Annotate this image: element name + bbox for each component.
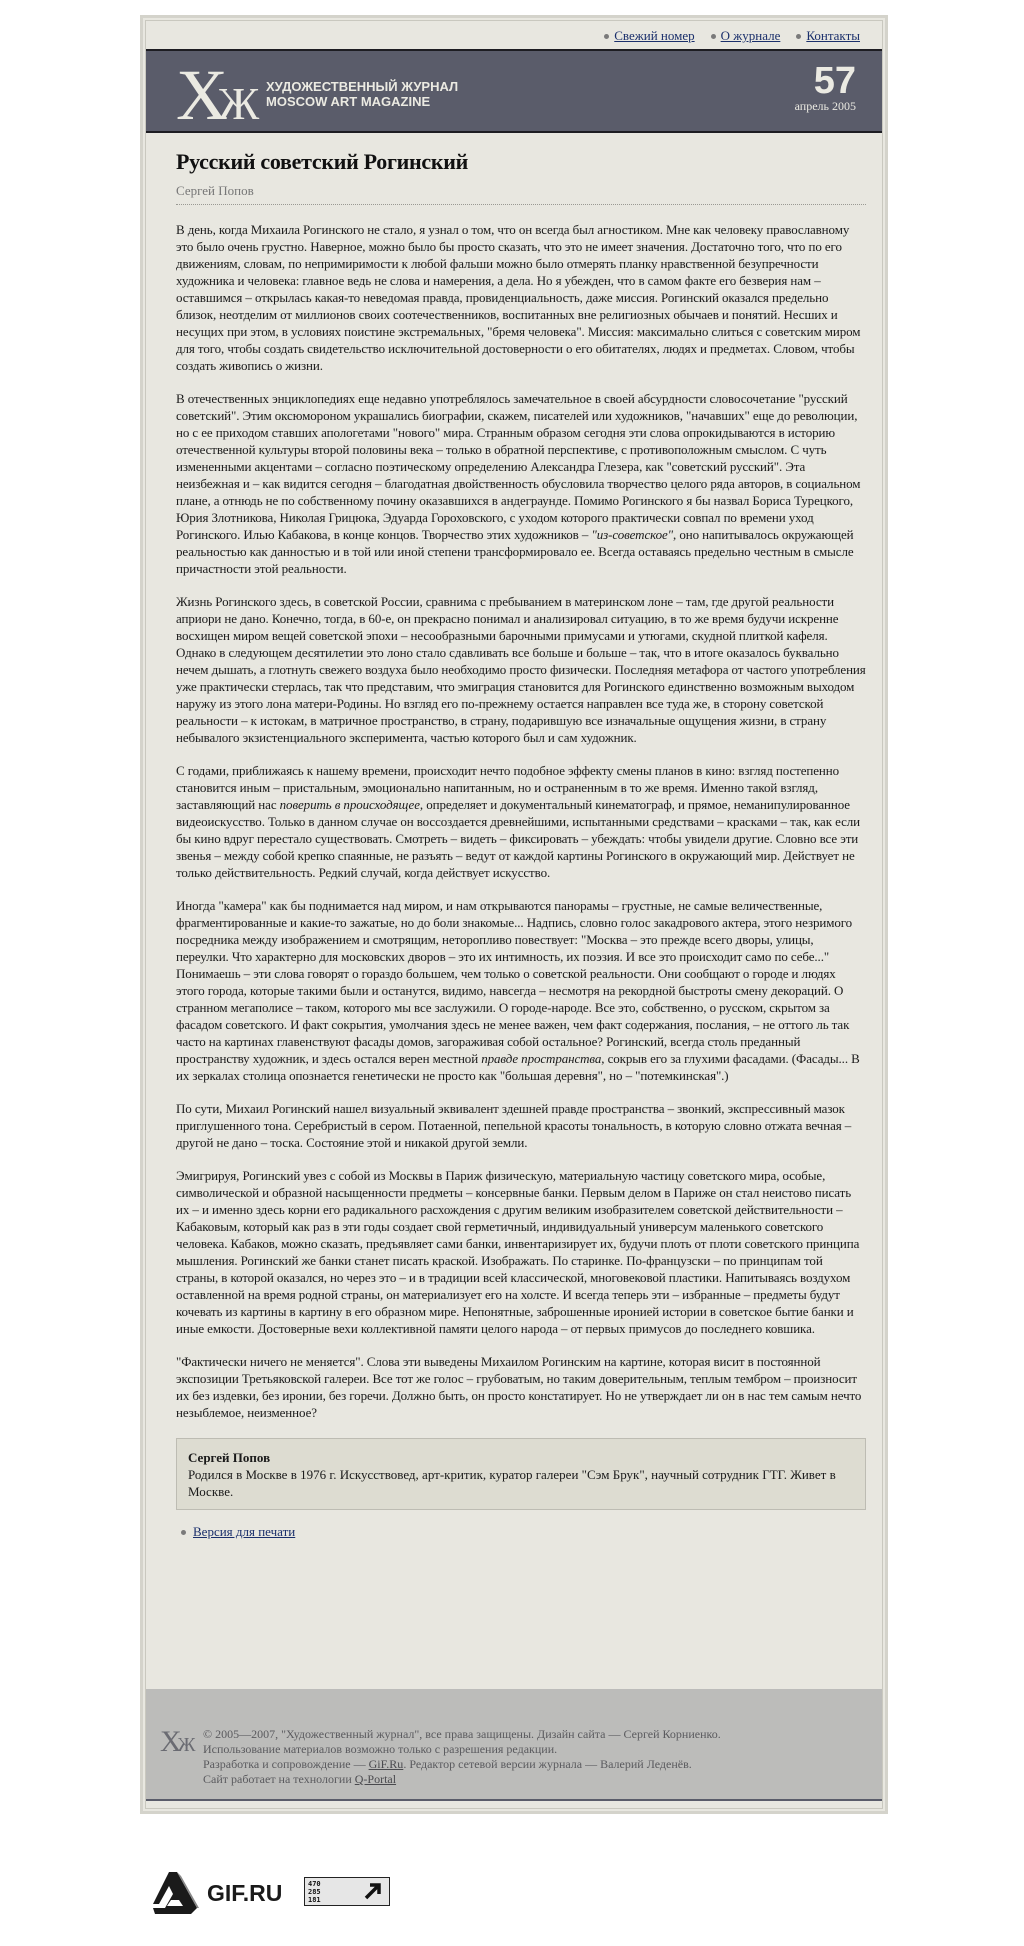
logo-title-ru: ХУДОЖЕСТВЕННЫЙ ЖУРНАЛ (266, 79, 459, 94)
nav-item-contacts[interactable] (796, 28, 860, 44)
article-paragraph: "Фактически ничего не меняется". Слова эти выведены Михаилом Рогинским на картине, которая висит в постоянной экспозиции Третьяковской галереи. Все тот же голос – грубоватым, но таким доверительным, теплым тембром – произносит их без издевки, без иронии, без горечи. Должно быть, он просто констатирует. Но не утверждает ли он в нас тем самым нечто незыблемое, неизменное? (176, 1354, 862, 1420)
footer-text (203, 1727, 721, 1787)
magazine-logo-text[interactable] (266, 79, 458, 109)
article-paragraph: Эмигрируя, Рогинский увез с собой из Москвы в Париж физическую, материальную частицу советского мира, особые, символической и образной насыщенности предметы – консервные банки. Первым делом в Париже он стал неистово писать их – и именно здесь корни его радикального расхождения с другим великим изобразителем советской действительности – Кабаковым, который как раз в эти годы создает свой герметичный, индивидуальный универсум маленького советского человека. Кабаков, можно сказать, предъявляет сами банки, инвентаризирует их, будучи плоть от плоти советского принципа мышления. Рогинский же банки станет писать краской. Изображать. По старинке. По-французски – по принципам той страны, в которой оказался, но через это – и в традиции всей классической, многовековой пластики. Напитываясь воздухом оставленной на время родной страны, он материализует его на холсте. И всегда теперь эти – избранные – предметы будут кочевать из картины в картину в его образном мире. Непонятные, заброшенные иронией истории в советское бытие банки и иные емкости. Достоверные вехи коллективной памяти целого народа – от первых примусов до последнего ковшика. (176, 1168, 860, 1336)
counter-values: 470 285 181 (308, 1880, 321, 1904)
article-title: Русский советский Рогинский (176, 149, 468, 174)
page-frame (140, 15, 888, 1814)
bullet-icon (604, 34, 609, 39)
article-body (176, 221, 866, 1421)
article-paragraph: Жизнь Рогинского здесь, в советской России, сравнима с пребыванием в материнском лоне – там, где другой реальности априори не дано. Конечно, тогда, в 60-е, он прекрасно понимал и анализировал ситуацию, в то же время будучи искренне восхищен миром вещей советской эпохи – несообразными барочными примусами и утюгами, скудной плиткой кафеля. Однако в следующем десятилетии это лоно стало сдавливать все больше и больше – так, что в итоге оказалось буквально нечем дышать, а глотнуть свежего воздуха было необходимо просто физически. Последняя метафора от частого употребления уже практически стерлась, так что представим, что эмиграция становится для Рогинского единственно возможным выходом наружу из этого лона матери-Родины. Но взгляд его по-прежнему остается направлен все туда же, в сторону советской реальности – к истокам, в матричное пространство, в страну, подарившую все изначальные ощущения жизни, в страну небывалого экзистенциального эксперимента, частью которого был и сам художник. (176, 594, 866, 745)
article-paragraph: В день, когда Михаила Рогинского не стало, я узнал о том, что он всегда был агностиком. Мне как человеку православному это было очень грустно. Наверное, можно было бы просто сказать, что это не имеет значения. Достаточно того, что по его движениям, словам, по непримиримости к любой фальши можно было отмерять планку нравственной безупречности художника и человека: главное ведь не слова и намерения, а дела. Но я убежден, что в самом факте его безверия нам – оставшимся – открылась какая-то неведомая правда, провиденциальность, даже миссия. Рогинский оказался предельно близок, неотделим от миллионов своих соотечественников, воспитанных вне религиозных обычаев и понятий. Несших и несущих при этом, в условиях поистине экстремальных, "бремя человека". Миссия: максимально слиться с советским миром для того, чтобы создать свидетельство исключительной достоверности о его обитателях, людях и предметах. Словом, чтобы создать живопись о жизни. (176, 222, 861, 373)
gifru-wordmark: GIF.RU (207, 1879, 283, 1906)
nav-item-latest-issue[interactable] (604, 28, 694, 44)
nav-link-latest-issue[interactable]: Свежий номер (614, 28, 695, 43)
masthead (146, 49, 882, 133)
article-paragraph: В отечественных энциклопедиях еще недавно употреблялось замечательное в своей абсурдности словосочетание "русский советский". Этим оксюмороном украшались биографии, скажем, писателей или художников, "начавших" еще до революции, но с ее приходом ставших апологетами "нового" мира. Странным образом сегодня эти слова опрокидываются в историю отечественной культуры второй половины века – только в обратной перспективе, с противоположным смыслом. С чуть измененными акцентами – согласно поэтическому определению Александра Глезера, как "советский русский". Эта неизбежная и – как видится сегодня – благодатная двойственность обусловила творчество целого ряда авторов, в социальном плане, а отнюдь не по собственному почину оказавшихся в андеграунде. Помимо Рогинского я бы назвал Бориса Турецкого, Юрия Злотникова, Николая Грицюка, Эдуарда Гороховского, с уходом которого практически совпал по времени уход Рогинского. Илью Кабакова, в конце концов. Творчество этих художников – "из-советское", оно напитывалось окружающей реальностью как данностью и в той или иной степени трансформировало ее. Всегда оставаясь предельно честным в смысле причастности этой реальности. (176, 391, 861, 576)
bio-author-name: Сергей Попов (188, 1450, 271, 1465)
bullet-icon (181, 1530, 186, 1535)
arrow-up-right-icon (363, 1881, 383, 1901)
gifru-triangle-icon (151, 1870, 201, 1916)
gifru-logo[interactable] (151, 1870, 282, 1916)
magazine-logo-mark[interactable]: ХЖ (176, 55, 260, 135)
logo-title-en: MOSCOW ART MAGAZINE (266, 94, 431, 109)
issue-date: апрель 2005 (794, 99, 856, 113)
top-nav (604, 28, 860, 44)
article (176, 149, 866, 1540)
qportal-link[interactable]: Q-Portal (354, 1772, 397, 1786)
article-author: Сергей Попов (176, 183, 866, 205)
issue-number: 57 (813, 60, 856, 102)
bio-text: Родился в Москве в 1976 г. Искусствовед, арт-критик, куратор галереи "Сэм Брук", научный сотрудник ГТГ. Живет в Москве. (188, 1467, 836, 1499)
footer-usage-note: Использование материалов возможно только с разрешения редакции. (203, 1742, 558, 1756)
footer-logo-mark: ХЖ (160, 1725, 196, 1758)
footer-tech: Сайт работает на технологии Q-Portal (203, 1772, 397, 1786)
gifru-link[interactable]: GiF.Ru (368, 1757, 404, 1771)
footer (146, 1689, 882, 1801)
nav-link-contacts[interactable]: Контакты (806, 28, 860, 43)
bullet-icon (796, 34, 801, 39)
article-paragraph: С годами, приближаясь к нашему времени, происходит нечто подобное эффекту смены планов в кино: взгляд постепенно становится иным – пристальным, эмоционально напитанным, но и остраненным в то же время. Именно такой взгляд, заставляющий нас поверить в происходящее, определяет и документальный кинематограф, и прямое, неманипулированное видеоискусство. Только в данном случае он воссоздается древнейшими, испытанными средствами – красками – так, как если бы кино вдруг перестало существовать. Смотреть – видеть – фиксировать – убеждать: чтобы увидели другие. Словно все эти звенья – между собой крепко спаянные, не разъять – ведут от каждой картины Рогинского в окружающий мир. Действует не только действительность. Редкий случай, когда действует искусство. (176, 763, 860, 880)
page-inner (145, 20, 883, 1809)
article-paragraph: По сути, Михаил Рогинский нашел визуальный эквивалент здешней правде пространства – звонкий, экспрессивный мазок приглушенного тона. Серебристый в сером. Потаенной, пепельной красоты тональность, в которую словно отжата вечная – другой не дано – тоска. Состояние этой и никакой другой земли. (176, 1101, 852, 1150)
bullet-icon (711, 34, 716, 39)
nav-item-about[interactable] (711, 28, 781, 44)
issue-info (794, 60, 856, 114)
article-paragraph: Иногда "камера" как бы поднимается над миром, и нам открываются панорамы – грустные, не самые величественные, фрагментированные и какие-то зажатые, но до боли знакомые... Надпись, словно голос закадрового актера, этого незримого посредника между изображением и смотрящим, неторопливо повествует: "Москва – это прежде всего дворы, улицы, переулки. Что характерно для московских дворов – это их интимность, их поэзия. И все это происходит само по себе..." Понимаешь – эти слова говорят о гораздо большем, чем только о советской реальности. Они сообщают о городе и людях этого города, которые такими были и останутся, видимо, навсегда – несмотря на рекордной быстроты смену декораций. О странном мегаполисе – таком, которого мы все заслужили. О городе-народе. Все это, собственно, о русском, скрытом за фасадом советского. И факт сокрытия, умолчания здесь не менее важен, чем факт содержания, послания, – не оттого ль так часто на картинах главенствуют фасады домов, загораживая собой остальное? Рогинский, всегда столь преданный пространству художник, и здесь остался верен местной правде пространства, сокрыв его за глухими фасадами. (Фасады... В их зеркалах столица опознается генетически не просто как "большая деревня", но – "потемкинская".) (176, 898, 860, 1083)
visit-counter[interactable] (304, 1877, 390, 1906)
print-version-link[interactable]: Версия для печати (193, 1524, 296, 1539)
nav-link-about[interactable]: О журнале (720, 28, 781, 43)
emphasis: правде пространства (481, 1051, 602, 1066)
print-version[interactable] (176, 1524, 866, 1540)
footer-credits: Разработка и сопровождение — GiF.Ru. Редактор сетевой версии журнала — Валерий Леденёв. (203, 1757, 692, 1771)
emphasis: поверить в происходящее (279, 797, 420, 812)
footer-copyright: © 2005—2007, "Художественный журнал", все права защищены. Дизайн сайта — Сергей Корниенко. (203, 1727, 721, 1741)
author-bio-box (176, 1438, 866, 1510)
emphasis: "из-советское" (591, 527, 674, 542)
